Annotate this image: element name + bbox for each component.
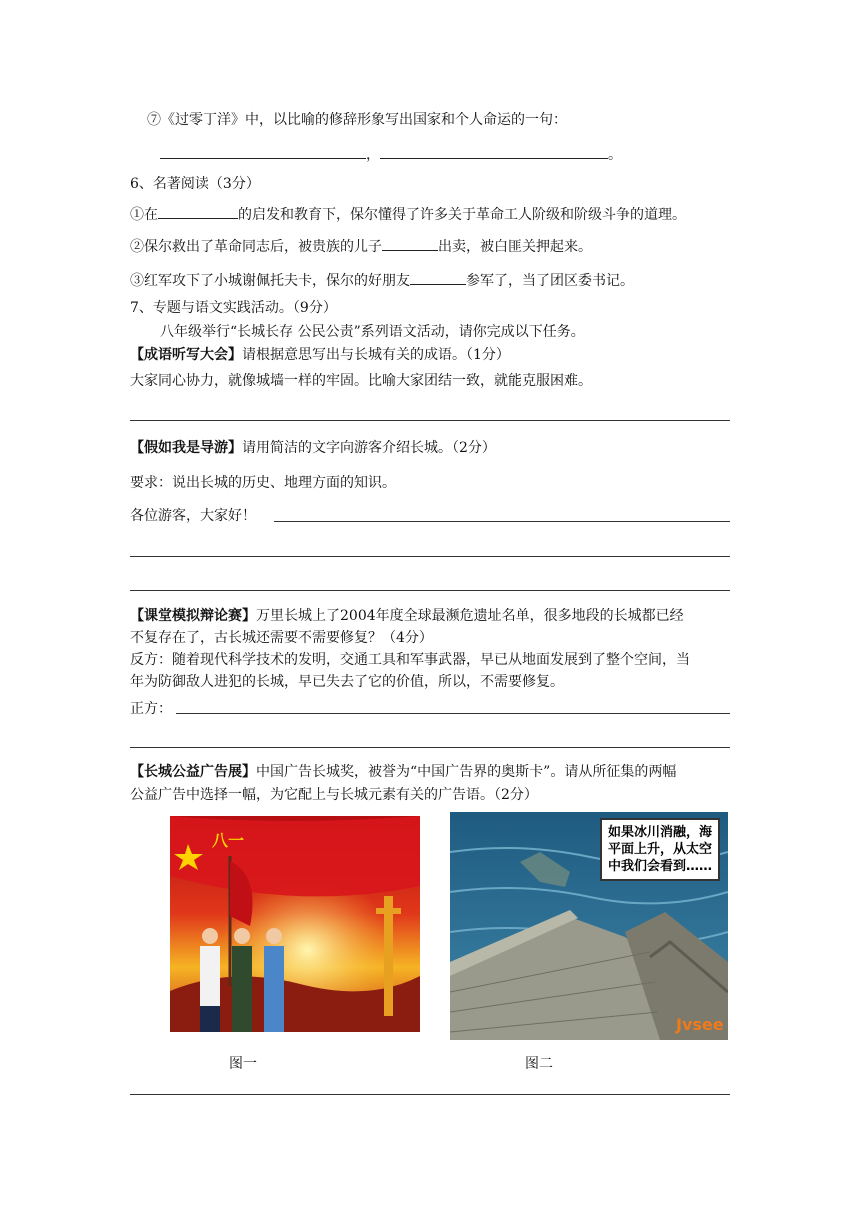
answer-rule[interactable] [130, 556, 730, 557]
guide-opening: 各位游客，大家好！ [130, 508, 256, 524]
q6-item2: ②保尔救出了革命同志后，被贵族的儿子 出卖，被白匪关押起来。 [130, 236, 592, 257]
debate-con-line1: 反方：随着现代科学技术的发明，交通工具和军事武器，早已从地面发展到了整个空间，当 [130, 652, 690, 668]
answer-blank[interactable] [410, 270, 466, 285]
figure-one-image [170, 816, 420, 1032]
flag-mark-text: 八一 [212, 831, 245, 850]
answer-rule[interactable] [176, 713, 730, 714]
ad-task: 【长城公益广告展】中国广告长城奖，被誉为“中国广告界的奥斯卡”。请从所征集的两幅 [130, 764, 677, 780]
q5-item7-answer-line: ， 。 [160, 144, 622, 165]
guide-requirement: 要求：说出长城的历史、地理方面的知识。 [130, 475, 396, 491]
q6-item3: ③红军攻下了小城谢佩托夫卡，保尔的好朋友 参军了，当了团区委书记。 [130, 270, 634, 291]
guide-label: 【假如我是导游】 [130, 440, 242, 456]
figure-one-caption: 图一 [229, 1056, 257, 1072]
q6-title: 6、名著阅读（3分） [130, 176, 260, 192]
q7-title: 7、专题与语文实践活动。（9分） [130, 300, 337, 316]
answer-rule[interactable] [130, 590, 730, 591]
debate-con-line2: 年为防御敌人进犯的长城，早已失去了它的价值，所以，不需要修复。 [130, 674, 564, 690]
figure-two-speech-bubble: 如果冰川消融，海 平面上升，从太空 中我们会看到…… [600, 818, 720, 881]
idiom-label: 【成语听写大会】 [130, 347, 242, 363]
figure-two-image [450, 812, 728, 1040]
answer-rule[interactable] [274, 521, 730, 522]
answer-blank[interactable] [382, 236, 438, 251]
q7-intro: 八年级举行“长城长存 公民公责”系列语文活动，请你完成以下任务。 [160, 324, 585, 340]
ad-label: 【长城公益广告展】 [130, 764, 256, 780]
answer-rule[interactable] [130, 747, 730, 748]
answer-blank[interactable] [160, 144, 366, 159]
idiom-task: 【成语听写大会】请根据意思写出与长城有关的成语。（1分） [130, 347, 510, 363]
figure-one-illustration [170, 816, 420, 1032]
idiom-meaning: 大家同心协力，就像城墙一样的牢固。比喻大家团结一致，就能克服困难。 [130, 373, 592, 389]
debate-pro-label: 正方： [130, 701, 172, 717]
q5-item7-text: ⑦《过零丁洋》中，以比喻的修辞形象写出国家和个人命运的一句： [147, 112, 567, 128]
answer-blank[interactable] [158, 204, 238, 219]
debate-label: 【课堂模拟辩论赛】 [130, 608, 256, 624]
q6-item1: ①在 的启发和教育下，保尔懂得了许多关于革命工人阶级和阶级斗争的道理。 [130, 204, 686, 225]
answer-rule[interactable] [130, 420, 730, 421]
answer-blank[interactable] [380, 144, 608, 159]
debate-prompt-line2: 不复存在了，古长城还需要不需要修复？（4分） [130, 630, 433, 646]
guide-task: 【假如我是导游】请用简洁的文字向游客介绍长城。（2分） [130, 440, 496, 456]
watermark-logo: Jvsee [676, 1015, 724, 1034]
answer-rule[interactable] [130, 1094, 730, 1095]
debate-task: 【课堂模拟辩论赛】万里长城上了2004年度全球最濒危遗址名单，很多地段的长城都已经 [130, 608, 684, 624]
ad-prompt-line2: 公益广告中选择一幅，为它配上与长城元素有关的广告语。（2分） [130, 787, 538, 803]
figure-two-caption: 图二 [525, 1056, 553, 1072]
